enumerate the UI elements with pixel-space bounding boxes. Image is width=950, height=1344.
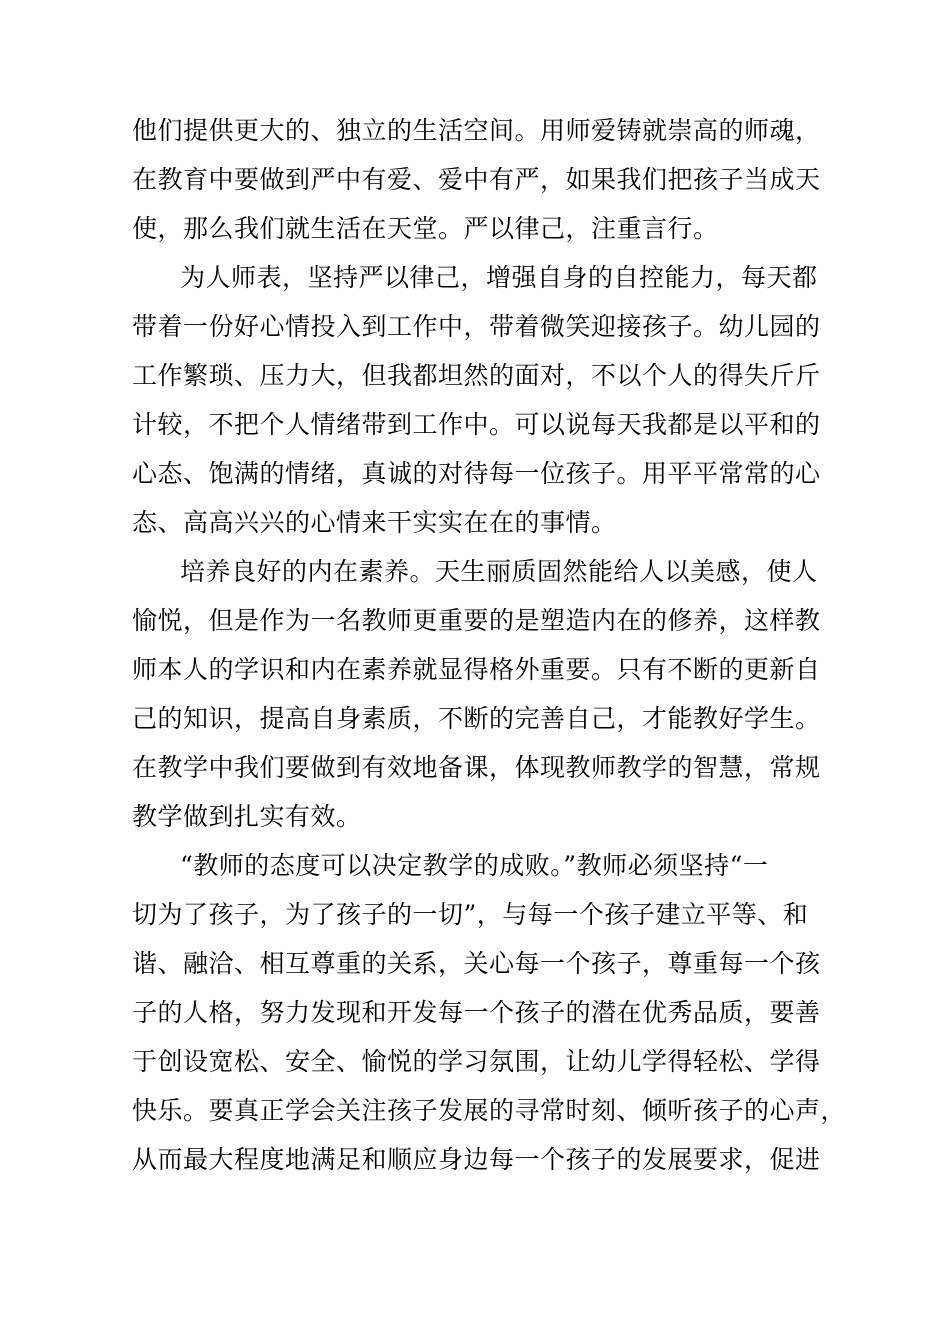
text-line: 在教学中我们要做到有效地备课，体现教师教学的智慧，常规 bbox=[132, 753, 821, 782]
text-line: 工作繁琐、压力大，但我都坦然的面对，不以个人的得失斤斤 bbox=[132, 361, 821, 390]
body-text bbox=[132, 106, 862, 1184]
paragraph-first-line: 为人师表，坚持严以律己，增强自身的自控能力，每天都 bbox=[180, 263, 818, 292]
text-line: 子的人格，努力发现和开发每一个孩子的潜在优秀品质，要善 bbox=[132, 998, 821, 1027]
text-line: 计较，不把个人情绪带到工作中。可以说每天我都是以平和的 bbox=[132, 410, 821, 439]
text-line: 心态、饱满的情绪，真诚的对待每一位孩子。用平平常常的心 bbox=[132, 459, 821, 488]
text-line: 快乐。要真正学会关注孩子发展的寻常时刻、倾听孩子的心声， bbox=[132, 1096, 847, 1125]
text-line: 于创设宽松、安全、愉悦的学习氛围，让幼儿学得轻松、学得 bbox=[132, 1047, 821, 1076]
text-line: 使，那么我们就生活在天堂。严以律己，注重言行。 bbox=[132, 214, 719, 243]
text-line: 态、高高兴兴的心情来干实实在在的事情。 bbox=[132, 508, 617, 537]
paragraph-first-line: 培养良好的内在素养。天生丽质固然能给人以美感，使人 bbox=[180, 557, 818, 586]
text-line: 愉悦，但是作为一名教师更重要的是塑造内在的修养，这样教 bbox=[132, 606, 821, 635]
text-line: 切为了孩子，为了孩子的一切”，与每一个孩子建立平等、和 bbox=[132, 900, 809, 929]
text-line: 他们提供更大的、独立的生活空间。用师爱铸就崇高的师魂， bbox=[132, 116, 821, 145]
text-line: 在教育中要做到严中有爱、爱中有严，如果我们把孩子当成天 bbox=[132, 165, 821, 194]
text-line: 带着一份好心情投入到工作中，带着微笑迎接孩子。幼儿园的 bbox=[132, 312, 821, 341]
text-line: 从而最大程度地满足和顺应身边每一个孩子的发展要求，促进 bbox=[132, 1145, 821, 1174]
text-line: 己的知识，提高自身素质，不断的完善自己，才能教好学生。 bbox=[132, 704, 821, 733]
text-line: 师本人的学识和内在素养就显得格外重要。只有不断的更新自 bbox=[132, 655, 821, 684]
text-line: 谐、融洽、相互尊重的关系，关心每一个孩子，尊重每一个孩 bbox=[132, 949, 821, 978]
text-line: 教学做到扎实有效。 bbox=[132, 802, 362, 831]
paragraph-first-line: “教师的态度可以决定教学的成败。”教师必须坚持“一 bbox=[180, 851, 769, 880]
